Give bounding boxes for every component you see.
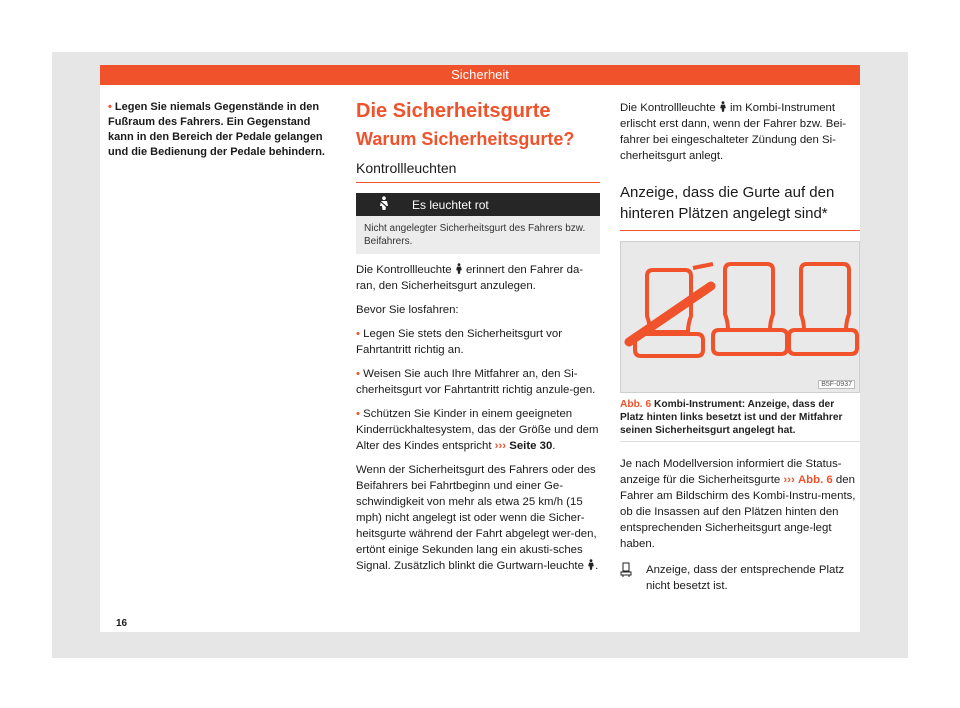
legend-text: Anzeige, dass der entsprechende Platz nicht besetzt ist. <box>646 564 845 592</box>
figure-reference-link[interactable]: Abb. 6 <box>797 474 833 486</box>
page-reference-link[interactable]: Seite 30 <box>509 440 553 452</box>
text: Die Kontrollleuchte <box>356 264 452 276</box>
figure-number: Abb. 6 <box>620 399 652 410</box>
bullet-icon: • <box>108 101 112 113</box>
figure-seatbelt-display <box>620 241 860 393</box>
rear-seat-belt-illustration <box>621 242 859 392</box>
figure-code: B5F-0937 <box>818 380 855 389</box>
seatbelt-warning-icon <box>455 263 463 274</box>
seatbelt-warning-icon <box>356 196 412 213</box>
indicator-title: Es leuchtet rot <box>412 197 489 212</box>
list-item: • Schützen Sie Kinder in einem geeigneten Kinderrückhaltesystem, das der Größe und dem Alter des Kindes entspricht ››› Seite 30. <box>356 408 599 452</box>
reference-arrow-icon: ››› <box>494 440 507 452</box>
paragraph: Wenn der Sicherheitsgurt des Fahrers oder des Beifahrers bei Fahrtbeginn und einer Ge-schwindigkeit von mehr als etwa 25 km/h (15 mph) nicht angelegt ist oder wenn die Sicher-heitsgurte während der Fahrt abgelegt wer-den, ertönt einige Sekunden lang ein akusti-sches Signal. Zusätzlich blinkt die Gurtwarn-leuchte . <box>356 464 599 572</box>
indicator-description: Nicht angelegter Sicherheitsgurt des Fahrers bzw. Beifahrers. <box>356 216 600 254</box>
warning-text: Legen Sie niemals Gegenstände in den Fußraum des Fahrers. Ein Gegenstand kann in den Bereich der Pedale gelangen und die Bedienung der Pedale behindern. <box>108 101 325 158</box>
seatbelt-warning-icon <box>719 101 727 112</box>
legend-item <box>620 562 860 594</box>
section-header: Sicherheit <box>100 65 860 85</box>
chapter-title: Die Sicherheitsgurte <box>356 100 551 122</box>
text: Je nach Modellversion informiert die Status-anzeige für die Sicherheitsgurte <box>620 458 842 486</box>
warning-note <box>108 100 338 160</box>
paragraph <box>356 262 600 294</box>
section-title: Warum Sicherheitsgurte? <box>356 129 575 149</box>
figure-caption <box>620 398 860 442</box>
text: Wenn der Sicherheitsgurt des Fahrers oder des Beifahrers bei Fahrtbeginn und einer Ge-schwindigkeit von mehr als etwa 25 km/h (15 mph) nicht angelegt ist oder wenn die Sicher-heitsgurte während der Fahrt abgelegt wer-den, ertönt einige Sekunden lang ein akusti-sches Signal. Zusätzlich blinkt die Gurtwarn-leuchte <box>356 464 597 572</box>
bullet-icon: • <box>356 368 360 380</box>
subsection-title: Kontrollleuchten <box>356 160 600 183</box>
text: den Fahrer am Bildschirm des Kombi-Instru-ments, ob die Insassen auf den Plätzen hinten den entsprechenden Sicherheitsgurt ange-legt haben. <box>620 474 856 550</box>
page-number: 16 <box>116 618 128 629</box>
subsection-title: Anzeige, dass die Gurte auf den hinteren Plätzen angelegt sind* <box>620 182 860 231</box>
paragraph <box>620 456 860 552</box>
bullet-icon: • <box>356 328 360 340</box>
text: Die Kontrollleuchte <box>620 102 716 114</box>
column-left <box>108 100 338 160</box>
list-item <box>356 326 600 358</box>
reference-arrow-icon: ››› <box>783 474 795 486</box>
list-item <box>356 366 600 398</box>
text: Legen Sie stets den Sicherheitsgurt vor Fahrtantritt richtig an. <box>356 328 562 356</box>
bullet-icon: • <box>356 408 360 420</box>
seatbelt-warning-icon <box>587 559 595 570</box>
column-middle <box>356 100 600 574</box>
empty-seat-icon <box>620 562 642 594</box>
caption-text: Kombi-Instrument: Anzeige, dass der Platz hinten links besetzt ist und der Mitfahrer seinen Sicherheitsgurt angelegt hat. <box>620 399 843 436</box>
text: erinnert den Fahrer da-ran, den Sicherheitsgurt anzulegen. <box>356 264 584 292</box>
text: Schützen Sie Kinder in einem geeigneten Kinderrückhaltesystem, das der Größe und dem Alter des Kindes entspricht <box>356 408 599 452</box>
text: Weisen Sie auch Ihre Mitfahrer an, den Si-cherheitsgurt vor Fahrtantritt richtig anzule-gen. <box>356 368 596 396</box>
column-right <box>620 100 860 594</box>
text: im Kombi-Instrument erlischt erst dann, wenn der Fahrer bzw. Bei-fahrer bei eingeschalteter Zündung den Si-cherheitsgurt anlegt. <box>620 102 847 162</box>
indicator-header <box>356 193 600 216</box>
paragraph: Bevor Sie losfahren: <box>356 304 459 316</box>
paragraph <box>620 100 860 164</box>
